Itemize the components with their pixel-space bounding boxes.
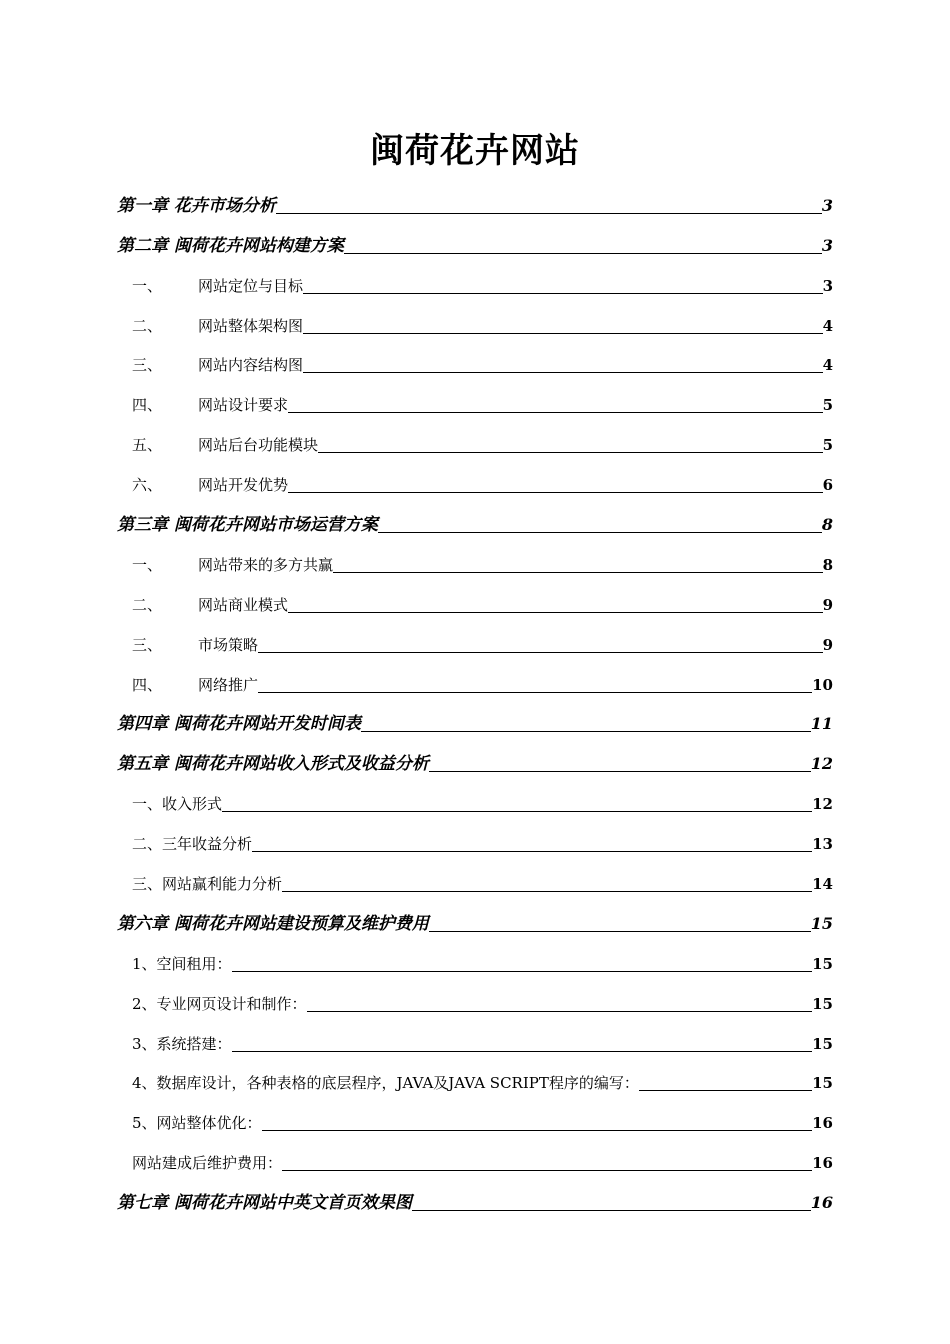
- toc-page-number: 3: [821, 235, 833, 255]
- toc-entry-section[interactable]: [117, 298, 833, 338]
- toc-leader-line: [282, 1169, 812, 1171]
- toc-page-number: 3: [821, 195, 833, 215]
- toc-leader-line: [288, 611, 823, 613]
- toc-entry-sub[interactable]: [117, 1016, 833, 1056]
- toc-entry-title: [132, 435, 318, 457]
- toc-entry-title: 三、网站赢利能力分析: [132, 875, 283, 894]
- toc-page-number: 15: [812, 1034, 833, 1053]
- toc-entry-number: 六、: [132, 476, 163, 495]
- toc-page-number: 12: [810, 754, 833, 774]
- toc-entry-section[interactable]: [117, 457, 833, 497]
- toc-page-number: 14: [812, 875, 833, 894]
- toc-page-number: 3: [822, 276, 833, 295]
- toc-entry-section[interactable]: [117, 617, 833, 657]
- toc-leader-line: [232, 970, 813, 972]
- toc-entry-title: [132, 635, 258, 657]
- toc-entry-title: [132, 675, 258, 697]
- toc-leader-line: [333, 571, 823, 573]
- toc-leader-line: [318, 451, 823, 453]
- toc-entry-section[interactable]: [117, 377, 833, 417]
- toc-entry-label: 网站定位与目标: [198, 276, 304, 295]
- toc-page-number: 16: [810, 1193, 833, 1213]
- toc-entry-chapter[interactable]: [117, 697, 833, 737]
- toc-page-number: 9: [822, 635, 833, 654]
- toc-entry-title: 二、三年收益分析: [132, 835, 253, 854]
- toc-leader-line: [276, 212, 822, 214]
- toc-page-number: 4: [822, 356, 833, 375]
- toc-entry-chapter[interactable]: [117, 896, 833, 936]
- toc-entry-label: 网站内容结构图: [198, 356, 304, 375]
- toc-entry-title: 第五章 闽荷花卉网站收入形式及收益分析: [117, 754, 429, 775]
- toc-entry-title: [132, 475, 288, 497]
- toc-entry-label: 网站带来的多方共赢: [198, 555, 334, 574]
- toc-page-number: 12: [812, 795, 833, 814]
- toc-entry-sub[interactable]: [117, 1056, 833, 1096]
- toc-entry-title: 第六章 闽荷花卉网站建设预算及维护费用: [117, 913, 429, 934]
- toc-entry-sub[interactable]: [117, 976, 833, 1016]
- toc-entry-title: [132, 555, 333, 577]
- toc-page-number: 15: [812, 954, 833, 973]
- toc-page-number: 16: [812, 1154, 833, 1173]
- toc-page-number: 8: [822, 555, 833, 574]
- toc-entry-sub[interactable]: [117, 1135, 833, 1175]
- toc-entry-title: 第七章 闽荷花卉网站中英文首页效果图: [117, 1193, 412, 1214]
- toc-entry-label: 网络推广: [198, 675, 259, 694]
- toc-leader-line: [429, 770, 811, 772]
- toc-entry-sub[interactable]: [117, 936, 833, 976]
- toc-page-number: 10: [812, 675, 833, 694]
- toc-leader-line: [344, 252, 822, 254]
- toc-entry-title: [132, 395, 288, 417]
- toc-leader-line: [307, 1010, 813, 1012]
- toc-entry-title: [132, 276, 303, 298]
- toc-page-number: 8: [821, 515, 833, 535]
- toc-entry-section[interactable]: [117, 657, 833, 697]
- toc-leader-line: [252, 850, 812, 852]
- toc-page-number: 15: [812, 994, 833, 1013]
- toc-entry-label: 网站开发优势: [198, 476, 289, 495]
- toc-entry-number: 一、: [132, 555, 163, 574]
- toc-entry-title: 2、专业网页设计和制作：: [132, 994, 307, 1013]
- table-of-contents: [117, 178, 833, 1215]
- toc-entry-sub[interactable]: [117, 776, 833, 816]
- toc-entry-title: [132, 316, 303, 338]
- toc-page-number: 15: [812, 1074, 833, 1093]
- toc-entry-title: 网站建成后维护费用：: [132, 1154, 283, 1173]
- toc-page-number: 6: [822, 476, 833, 495]
- toc-leader-line: [262, 1129, 813, 1131]
- toc-leader-line: [258, 691, 812, 693]
- toc-page-number: 16: [812, 1114, 833, 1133]
- document-title: 闽荷花卉网站: [370, 131, 580, 171]
- toc-leader-line: [232, 1050, 813, 1052]
- toc-entry-chapter[interactable]: [117, 736, 833, 776]
- toc-leader-line: [288, 491, 823, 493]
- toc-page-number: 5: [822, 436, 833, 455]
- toc-entry-sub[interactable]: [117, 816, 833, 856]
- toc-page-number: 15: [810, 913, 833, 933]
- toc-leader-line: [282, 890, 812, 892]
- toc-leader-line: [429, 930, 811, 932]
- toc-entry-section[interactable]: [117, 258, 833, 298]
- toc-entry-number: 五、: [132, 436, 163, 455]
- toc-entry-title: 第三章 闽荷花卉网站市场运营方案: [117, 515, 378, 536]
- toc-entry-chapter[interactable]: [117, 1175, 833, 1215]
- toc-entry-section[interactable]: [117, 577, 833, 617]
- toc-leader-line: [222, 810, 812, 812]
- toc-entry-chapter[interactable]: [117, 497, 833, 537]
- toc-entry-title: 3、系统搭建：: [132, 1034, 232, 1053]
- toc-leader-line: [303, 332, 823, 334]
- toc-entry-title: 第四章 闽荷花卉网站开发时间表: [117, 714, 361, 735]
- toc-entry-title: 4、数据库设计，各种表格的底层程序，JAVA及JAVA SCRIPT程序的编写：: [132, 1074, 639, 1093]
- toc-page-number: 5: [822, 396, 833, 415]
- toc-entry-label: 市场策略: [198, 635, 259, 654]
- toc-leader-line: [639, 1089, 812, 1091]
- toc-leader-line: [361, 730, 811, 732]
- toc-entry-number: 二、: [132, 595, 163, 614]
- toc-entry-chapter[interactable]: [117, 178, 833, 218]
- toc-entry-number: 二、: [132, 316, 163, 335]
- toc-entry-number: 三、: [132, 635, 163, 654]
- toc-entry-title: 第二章 闽荷花卉网站构建方案: [117, 235, 344, 256]
- toc-entry-number: 三、: [132, 356, 163, 375]
- toc-entry-number: 四、: [132, 396, 163, 415]
- toc-entry-label: 网站整体架构图: [198, 316, 304, 335]
- toc-leader-line: [412, 1209, 811, 1211]
- toc-entry-title: 5、网站整体优化：: [132, 1114, 262, 1133]
- toc-entry-label: 网站后台功能模块: [198, 436, 319, 455]
- toc-leader-line: [288, 411, 823, 413]
- toc-entry-title: [132, 595, 288, 617]
- toc-entry-section[interactable]: [117, 417, 833, 457]
- toc-page-number: 11: [810, 714, 833, 734]
- toc-entry-label: 网站设计要求: [198, 396, 289, 415]
- toc-page-number: 4: [822, 316, 833, 335]
- toc-entry-sub[interactable]: [117, 1095, 833, 1135]
- toc-entry-section[interactable]: [117, 338, 833, 378]
- toc-leader-line: [303, 371, 823, 373]
- toc-leader-line: [378, 531, 822, 533]
- toc-leader-line: [303, 292, 823, 294]
- toc-entry-title: [132, 355, 303, 377]
- toc-entry-section[interactable]: [117, 537, 833, 577]
- toc-entry-number: 一、: [132, 276, 163, 295]
- toc-entry-chapter[interactable]: [117, 218, 833, 258]
- toc-entry-sub[interactable]: [117, 856, 833, 896]
- toc-page-number: 13: [812, 835, 833, 854]
- toc-leader-line: [258, 651, 823, 653]
- toc-entry-title: 一、收入形式: [132, 795, 223, 814]
- toc-entry-label: 网站商业模式: [198, 595, 289, 614]
- toc-page-number: 9: [822, 595, 833, 614]
- toc-entry-number: 四、: [132, 675, 163, 694]
- toc-entry-title: 1、空间租用：: [132, 954, 232, 973]
- toc-entry-title: 第一章 花卉市场分析: [117, 195, 276, 216]
